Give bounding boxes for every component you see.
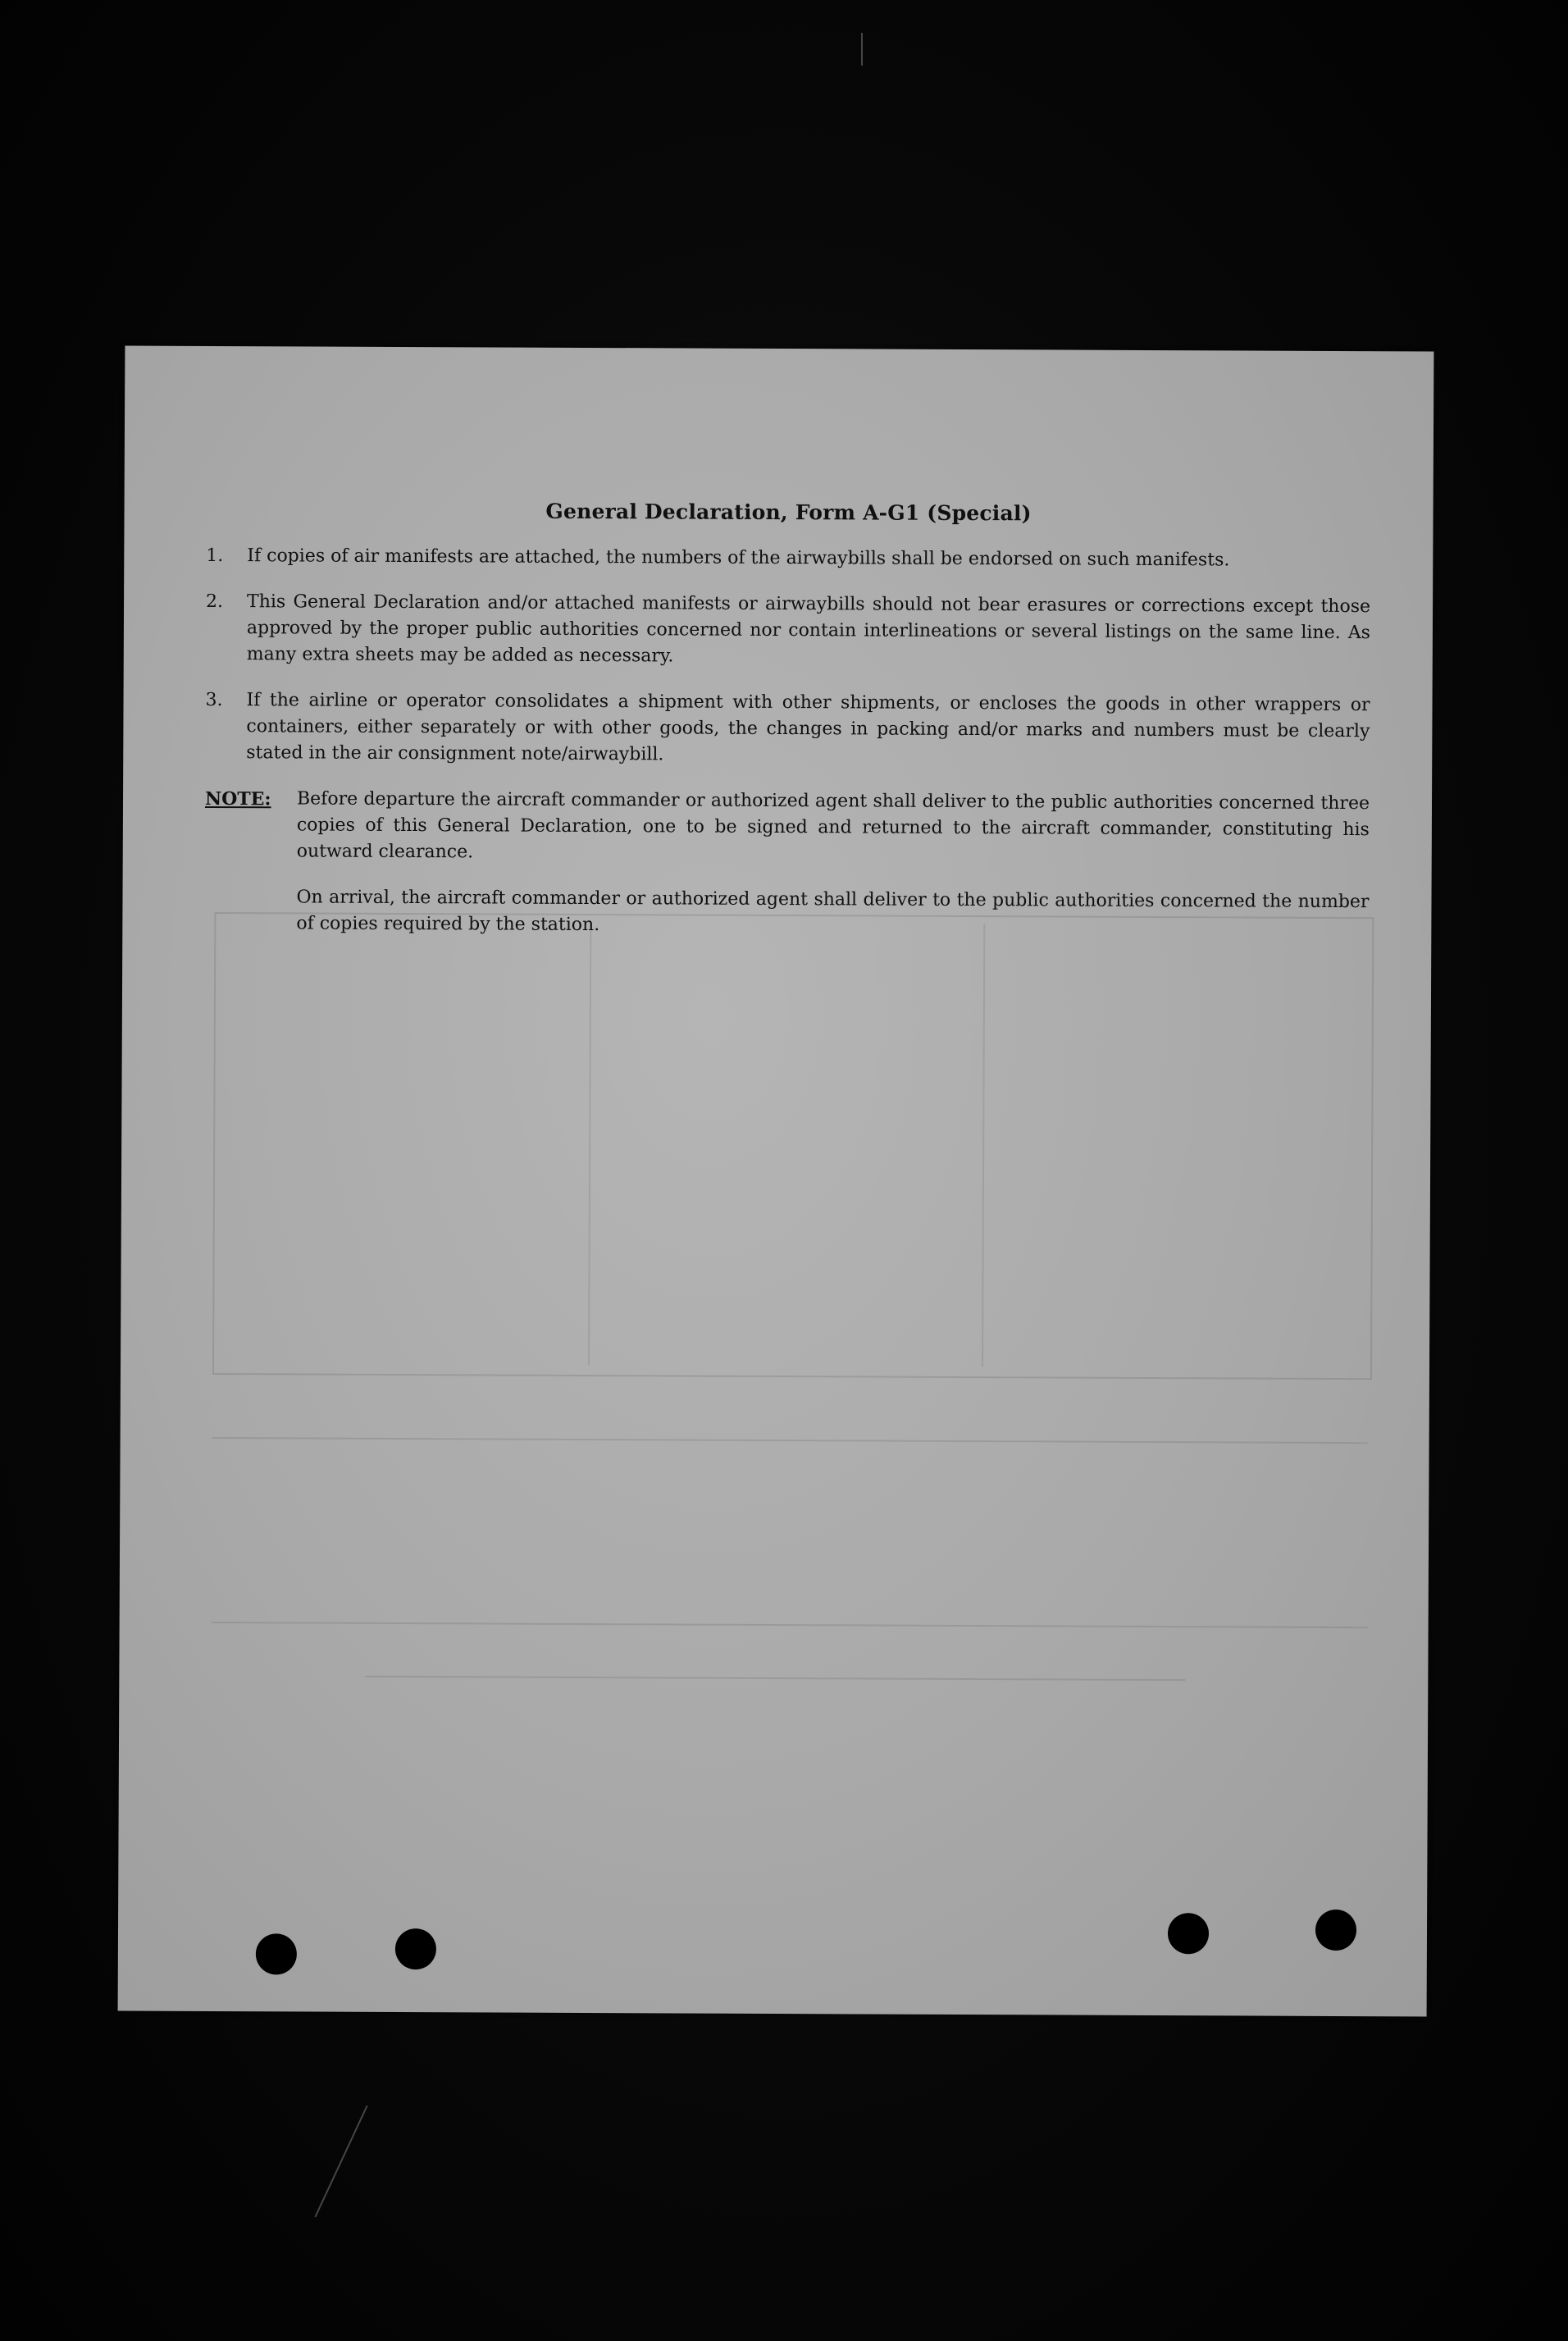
note-body	[296, 786, 1370, 961]
note-paragraph: On arrival, the aircraft commander or authorized agent shall deliver to the public authorities concerned the number of copies required by the station.	[296, 887, 1370, 936]
bleed-through-box	[212, 912, 1374, 1380]
punch-hole	[256, 1933, 297, 1974]
item-text: This General Declaration and/or attached manifests or airwaybills should not bear erasures or corrections except those approved by the proper public authorities concerned nor contain interlineations or several listings on the same line. As many extra sheets may be added as necessary.	[246, 591, 1371, 667]
item-number: 1.	[206, 545, 224, 567]
bleed-through-rule	[365, 1676, 1185, 1681]
document-page	[118, 346, 1434, 2017]
page-title: General Declaration, Form A-G1 (Special)	[545, 499, 1032, 526]
item-text: If copies of air manifests are attached, the numbers of the airwaybills shall be endorsed on such manifests.	[247, 545, 1230, 571]
scan-scratch	[861, 33, 863, 66]
punch-hole	[1315, 1910, 1356, 1951]
declaration-text-block	[204, 498, 1371, 981]
note-section	[204, 786, 1370, 961]
punch-hole	[1168, 1913, 1209, 1954]
punch-hole	[395, 1928, 436, 1969]
instruction-item	[206, 589, 1370, 673]
item-number: 2.	[206, 591, 224, 613]
note-label: NOTE:	[204, 787, 271, 810]
instruction-item	[206, 543, 1370, 574]
instruction-item	[205, 687, 1370, 771]
item-text: If the airline or operator consolidates a shipment with other shipments, or encloses the goods in other wrappers or containers, either separately or with other goods, the changes in packing and/or marks and numbers must be clearly stated in the air consignment note/airwaybill.	[246, 690, 1370, 765]
bleed-through-rule	[212, 1622, 1368, 1628]
note-paragraph: Before departure the aircraft commander or authorized agent shall deliver to the public authorities concerned three copies of this General Declaration, one to be signed and returned to the aircraft commander, constituting his outward clearance.	[296, 788, 1370, 863]
bleed-through-rule	[212, 1437, 1369, 1444]
item-number: 3.	[205, 689, 223, 711]
